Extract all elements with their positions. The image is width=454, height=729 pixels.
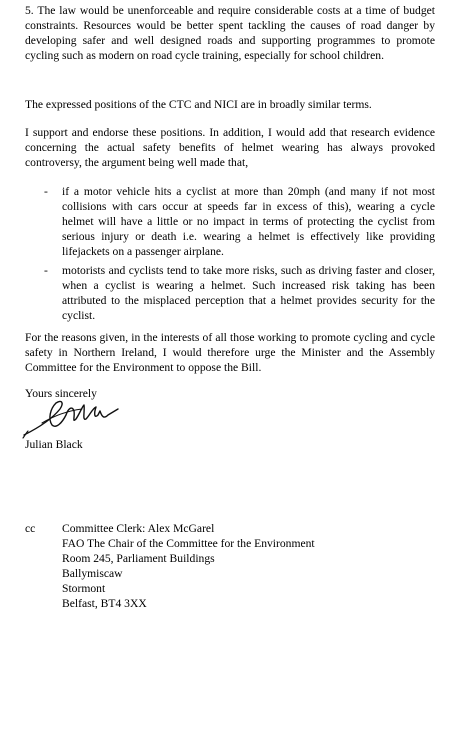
paragraph-ctc-nici: The expressed positions of the CTC and NICI are in broadly similar terms. — [25, 98, 372, 111]
cc-recipient-chair: FAO The Chair of the Committee for the Environment — [62, 537, 315, 550]
cc-recipient-clerk: Committee Clerk: Alex McGarel — [62, 522, 215, 535]
bullet-risk-compensation: motorists and cyclists tend to take more risks, such as driving faster and closer, when a cyclist is wearing a helmet. Such increased risk taking has been attributed to the misplaced perception that a helmet provides security for the cyclist. — [62, 264, 435, 322]
bullet-speed-impact: if a motor vehicle hits a cyclist at more than 20mph (and many if not most collisions with cars occur at speeds far in excess of this), wearing a cycle helmet will have a little or no impact in terms of protecting the cyclist from serious injury or death i.e. wearing a helmet is effectively like providing lifejackets on a passenger airplane. — [62, 185, 435, 258]
bullet-marker: - — [44, 185, 48, 198]
cc-address-area: Stormont — [62, 582, 106, 595]
handwritten-signature — [22, 397, 122, 439]
closing-salutation: Yours sincerely — [25, 387, 97, 400]
cc-address-room: Room 245, Parliament Buildings — [62, 552, 215, 565]
bullet-marker: - — [44, 264, 48, 277]
paragraph-budget-constraints: 5. The law would be unenforceable and require considerable costs at a time of budget constraints. Resources would be better spent tackling the causes of road danger by developing safer and well designed roads and supporting programmes to promote cycling such as modern on road cycle training, especially for school children. — [25, 4, 435, 62]
paragraph-support-endorse: I support and endorse these positions. In addition, I would add that research evidence concerning the actual safety benefits of helmet wearing has always provoked controversy, the argument being well made that, — [25, 126, 435, 169]
cc-address-block — [62, 521, 315, 611]
paragraph-conclusion: For the reasons given, in the interests of all those working to promote cycling and cycle safety in Northern Ireland, I would therefore urge the Minister and the Assembly Committee for the Environment to oppose the Bill. — [25, 331, 435, 374]
cc-address-locality: Ballymiscaw — [62, 567, 123, 580]
cc-address-city-postcode: Belfast, BT4 3XX — [62, 597, 147, 610]
signer-name: Julian Black — [25, 438, 83, 451]
cc-label: cc — [25, 522, 36, 535]
